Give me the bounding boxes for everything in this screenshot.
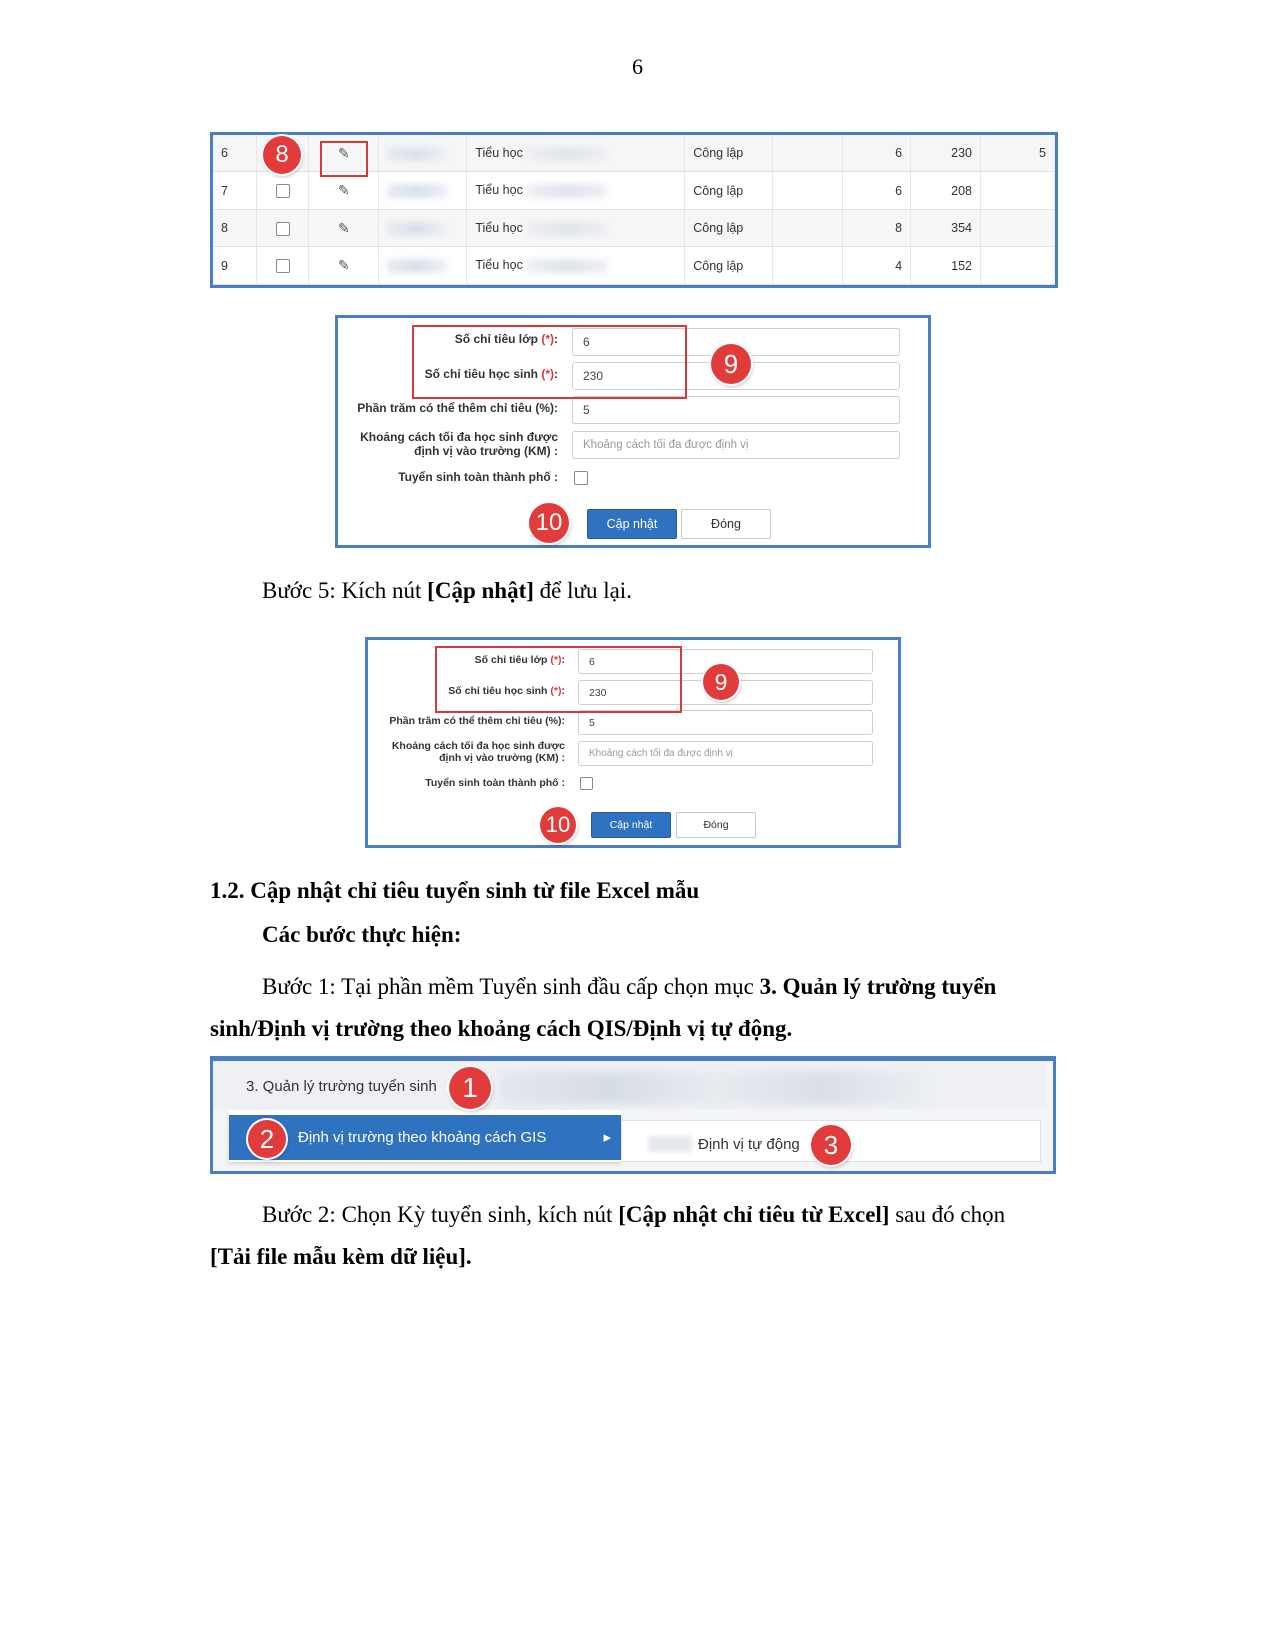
marker-10: 10 bbox=[529, 503, 569, 543]
marker-3: 3 bbox=[811, 1125, 851, 1165]
citywide-checkbox-2[interactable] bbox=[580, 777, 593, 790]
students-input[interactable]: 230 bbox=[572, 362, 900, 390]
cell-empty bbox=[773, 247, 843, 285]
step1-line1: Bước 1: Tại phần mềm Tuyển sinh đầu cấp chọn mục 3. Quản lý trường tuyển bbox=[262, 974, 997, 999]
marker-9-2: 9 bbox=[703, 664, 739, 700]
cell-checkbox bbox=[257, 209, 309, 247]
edit-highlight bbox=[320, 141, 368, 177]
cell-code bbox=[379, 172, 467, 210]
close-button-2[interactable]: Đóng bbox=[676, 812, 756, 838]
cell-edit bbox=[309, 172, 379, 210]
cell-checkbox bbox=[257, 247, 309, 285]
step2-line2: [Tải file mẫu kèm dữ liệu]. bbox=[210, 1244, 472, 1269]
distance-input-2[interactable]: Khoảng cách tối đa được định vị bbox=[578, 741, 873, 766]
school-type: Tiểu học bbox=[475, 145, 523, 160]
quota-highlight-2 bbox=[435, 646, 682, 713]
cell-students: 354 bbox=[911, 209, 981, 247]
submenu-item-gis[interactable] bbox=[229, 1115, 621, 1160]
citywide-checkbox[interactable] bbox=[574, 471, 588, 485]
percent-input[interactable]: 5 bbox=[572, 396, 900, 424]
cell-edit bbox=[309, 247, 379, 285]
menu-top-item[interactable]: 3. Quản lý trường tuyển sinh bbox=[246, 1078, 437, 1095]
cell-empty bbox=[773, 172, 843, 210]
blurred-code bbox=[387, 147, 447, 161]
marker-10-2: 10 bbox=[540, 807, 576, 843]
blurred-code bbox=[387, 184, 447, 198]
label-citywide: Tuyển sinh toàn thành phố : bbox=[398, 470, 558, 484]
label-classes: Số chỉ tiêu lớp (*): bbox=[454, 332, 558, 346]
cell-classes: 6 bbox=[843, 135, 911, 172]
chevron-right-icon: ▸ bbox=[603, 1129, 611, 1146]
step2-line1: Bước 2: Chọn Kỳ tuyển sinh, kích nút [Cập nhật chỉ tiêu từ Excel] sau đó chọn bbox=[262, 1202, 1006, 1227]
table-row bbox=[213, 247, 1055, 285]
cell-students: 152 bbox=[911, 247, 981, 285]
cell-code bbox=[379, 247, 467, 285]
label-percent-2: Phần trăm có thể thêm chỉ tiêu (%): bbox=[389, 715, 565, 727]
cell-students: 208 bbox=[911, 172, 981, 210]
school-type: Tiểu học bbox=[475, 220, 523, 235]
blurred-code bbox=[387, 222, 447, 236]
label-citywide-2: Tuyển sinh toàn thành phố : bbox=[425, 777, 565, 789]
cell-mode: Công lập bbox=[685, 172, 773, 210]
blurred-code bbox=[387, 259, 447, 273]
cell-extra bbox=[980, 247, 1054, 285]
label-percent: Phần trăm có thể thêm chỉ tiêu (%): bbox=[357, 401, 558, 415]
section-heading: 1.2. Cập nhật chỉ tiêu tuyển sinh từ file Excel mẫu bbox=[210, 878, 700, 903]
update-button[interactable]: Cập nhật bbox=[587, 509, 677, 539]
cell-empty bbox=[773, 209, 843, 247]
step5-text: Bước 5: Kích nút [Cập nhật] để lưu lại. bbox=[262, 578, 632, 603]
cell-stt: 8 bbox=[213, 209, 257, 247]
blurred-name bbox=[527, 222, 607, 236]
cell-name bbox=[467, 135, 685, 172]
cell-mode: Công lập bbox=[685, 135, 773, 172]
cell-code bbox=[379, 135, 467, 172]
label-distance: Khoảng cách tối đa học sinh được định vị vào trường (KM) : bbox=[360, 430, 558, 458]
marker-8: 8 bbox=[263, 136, 301, 174]
blurred-menu-items bbox=[500, 1072, 930, 1104]
label-distance-2: Khoảng cách tối đa học sinh được định vị vào trường (KM) : bbox=[391, 740, 565, 764]
quota-highlight bbox=[412, 325, 687, 399]
classes-input[interactable]: 6 bbox=[572, 328, 900, 356]
table-row bbox=[213, 209, 1055, 247]
distance-input[interactable]: Khoảng cách tối đa được định vị bbox=[572, 431, 900, 459]
row-checkbox[interactable] bbox=[276, 259, 290, 273]
school-type: Tiểu học bbox=[475, 258, 523, 273]
cell-classes: 8 bbox=[843, 209, 911, 247]
blurred-icon bbox=[648, 1136, 692, 1152]
label-students-2: Số chỉ tiêu học sinh (*): bbox=[448, 685, 565, 697]
cell-extra: 5 bbox=[980, 135, 1054, 172]
marker-2: 2 bbox=[248, 1120, 286, 1158]
cell-name bbox=[467, 247, 685, 285]
cell-edit bbox=[309, 209, 379, 247]
cell-extra bbox=[980, 209, 1054, 247]
update-button-2[interactable]: Cập nhật bbox=[591, 812, 671, 838]
cell-mode: Công lập bbox=[685, 247, 773, 285]
cell-extra bbox=[980, 172, 1054, 210]
marker-9: 9 bbox=[711, 344, 751, 384]
cell-mode: Công lập bbox=[685, 209, 773, 247]
cell-stt: 9 bbox=[213, 247, 257, 285]
steps-heading: Các bước thực hiện: bbox=[262, 922, 462, 947]
close-button[interactable]: Đóng bbox=[681, 509, 771, 539]
marker-1: 1 bbox=[449, 1067, 491, 1109]
pencil-icon[interactable]: ✎ bbox=[338, 182, 350, 199]
pencil-icon[interactable]: ✎ bbox=[338, 144, 350, 161]
cell-classes: 4 bbox=[843, 247, 911, 285]
school-type: Tiểu học bbox=[475, 183, 523, 198]
cell-stt: 6 bbox=[213, 135, 257, 172]
blurred-name bbox=[527, 259, 607, 273]
cell-classes: 6 bbox=[843, 172, 911, 210]
page-number: 6 bbox=[632, 54, 643, 79]
row-checkbox[interactable] bbox=[276, 222, 290, 236]
classes-input-2[interactable]: 6 bbox=[578, 649, 873, 674]
table-row bbox=[213, 172, 1055, 210]
cell-name bbox=[467, 209, 685, 247]
blurred-name bbox=[527, 184, 607, 198]
cell-stt: 7 bbox=[213, 172, 257, 210]
sub-submenu-item-auto[interactable]: Định vị tự động bbox=[698, 1136, 800, 1153]
percent-input-2[interactable]: 5 bbox=[578, 710, 873, 735]
pencil-icon[interactable]: ✎ bbox=[338, 219, 350, 236]
row-checkbox[interactable] bbox=[276, 184, 290, 198]
students-input-2[interactable]: 230 bbox=[578, 680, 873, 705]
cell-students: 230 bbox=[911, 135, 981, 172]
label-students: Số chỉ tiêu học sinh (*): bbox=[424, 367, 558, 381]
cell-checkbox bbox=[257, 172, 309, 210]
cell-empty bbox=[773, 135, 843, 172]
blurred-name bbox=[527, 147, 607, 161]
step1-line2: sinh/Định vị trường theo khoảng cách QIS/Định vị tự động. bbox=[210, 1016, 793, 1041]
cell-code bbox=[379, 209, 467, 247]
pencil-icon[interactable]: ✎ bbox=[338, 257, 350, 274]
cell-name bbox=[467, 172, 685, 210]
label-classes-2: Số chỉ tiêu lớp (*): bbox=[474, 654, 565, 666]
submenu-item-label: Định vị trường theo khoảng cách GIS bbox=[298, 1129, 547, 1146]
